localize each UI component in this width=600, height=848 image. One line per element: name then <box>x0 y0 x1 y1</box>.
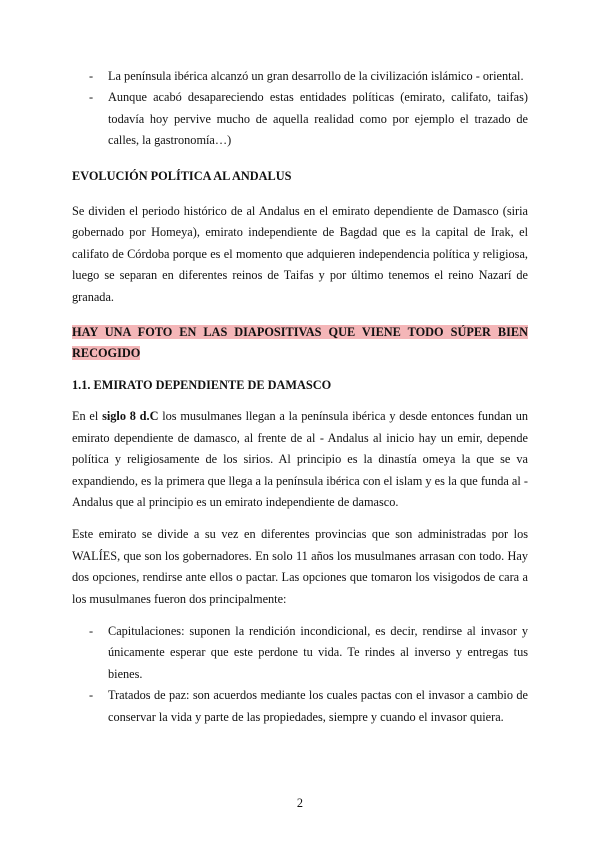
list-item <box>72 621 528 685</box>
options-bullet-list <box>72 621 528 728</box>
dash-bullet: - <box>89 688 94 703</box>
paragraph-prefix: En el <box>72 409 103 424</box>
dash-bullet: - <box>89 69 94 83</box>
dash-bullet: - <box>89 623 94 638</box>
bold-date: siglo 8 d.C <box>102 409 159 424</box>
page-number: 2 <box>296 796 304 810</box>
list-item <box>72 87 528 151</box>
list-item-text: La península ibérica alcanzó un gran desarrollo de la civilización islámico - oriental. <box>108 69 524 83</box>
list-item <box>72 66 528 87</box>
paragraph-emirato-1 <box>72 406 528 513</box>
highlight-text: HAY UNA FOTO EN LAS DIAPOSITIVAS QUE VIENE TODO SÚPER BIEN RECOGIDO <box>72 325 528 361</box>
section-heading-evolucion: EVOLUCIÓN POLÍTICA AL ANDALUS <box>72 168 292 183</box>
document-page <box>72 66 528 728</box>
highlighted-note <box>72 322 528 365</box>
paragraph-emirato-2: Este emirato se divide a su vez en diferentes provincias que son administradas por los WALÍES, que son los gobernadores. En solo 11 años los musulmanes arrasan con todo. Hay dos opciones, rendirse ante ellos o pactar. Las opciones que tomaron los visigodos de cara a los musulmanes fueron dos principalmente: <box>72 527 528 606</box>
list-item-text: Tratados de paz: son acuerdos mediante los cuales pactas con el invasor a cambio de conservar la vida y parte de las propiedades, siempre y cuando el invasor quiera. <box>108 688 528 724</box>
dash-bullet: - <box>89 90 94 105</box>
paragraph-rest: los musulmanes llegan a la península ibérica y desde entonces fundan un emirato dependiente de damasco, al frente de al - Andalus al inicio hay un emir, depende política y religiosamente de los sirios. Al principio es la dinastía omeya la que se va expandiendo, es la primera que llega a la península ibérica con el islam y es la que funda al - Andalus que al principio es un emirato independiente de damasco. <box>72 409 528 509</box>
list-item-text: Aunque acabó desapareciendo estas entidades políticas (emirato, califato, taifas) todavía hoy pervive mucho de aquella realidad como por ejemplo el trazado de calles, la gastronomía…) <box>108 90 528 148</box>
list-item-text: Capitulaciones: suponen la rendición incondicional, es decir, rendirse al invasor y únicamente esperar que este perdone tu vida. Te rindes al inverso y entregas tus bienes. <box>108 623 528 681</box>
paragraph-evolucion: Se dividen el periodo histórico de al Andalus en el emirato dependiente de Damasco (siria gobernado por Homeya), emirato independiente de Bagdad que es la capital de Irak, el califato de Córdoba porque es el momento que adquieren independencia política y religiosa, luego se separan en diferentes reinos de Taifas y por último tenemos el reino Nazarí de granada. <box>72 204 528 304</box>
section-heading-emirato: 1.1. EMIRATO DEPENDIENTE DE DAMASCO <box>72 377 332 392</box>
list-item <box>72 685 528 728</box>
top-bullet-list <box>72 66 528 152</box>
